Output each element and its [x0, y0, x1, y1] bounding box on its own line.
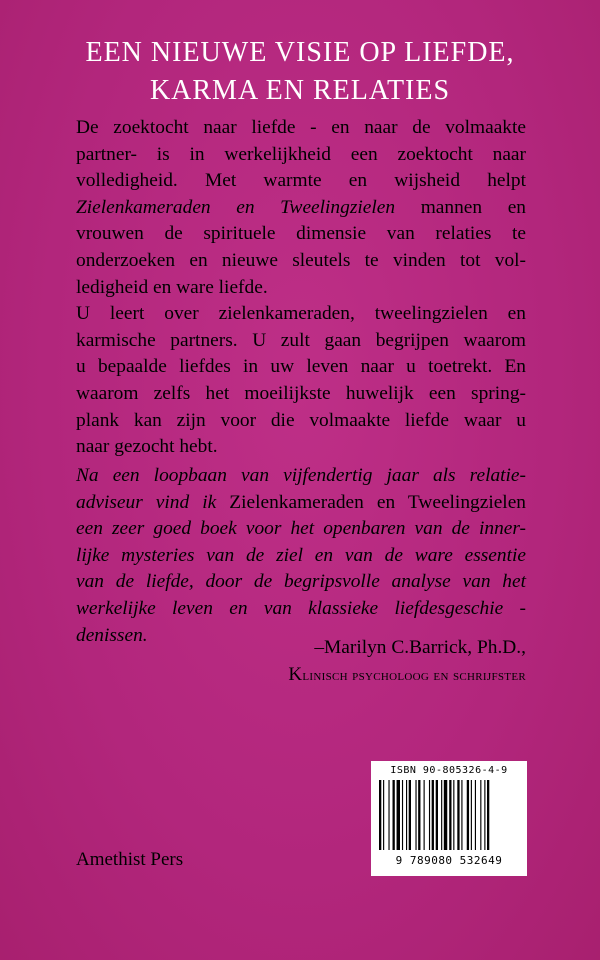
testimonial-quote [76, 463, 526, 649]
blurb-line-rest: mannen en [395, 196, 526, 218]
quote-line: lijke mysteries van de ziel en van de ware essentie [76, 544, 526, 566]
blurb [76, 115, 526, 461]
barcode-bar [418, 780, 420, 850]
barcode-bar [436, 780, 438, 850]
quote-line: denissen. [76, 624, 148, 646]
barcode-bar [449, 780, 451, 850]
blurb-line: plank kan zijn voor die volmaakte liefde waar u [76, 409, 526, 431]
barcode-bars [379, 780, 519, 850]
blurb-line: naar gezocht hebt. [76, 436, 218, 458]
barcode-bar [480, 780, 481, 850]
blurb-line: partner- is in werkelijkheid een zoektocht naar [76, 143, 526, 165]
quote-line: werkelijke leven en van klassieke liefdesgeschie - [76, 597, 526, 619]
barcode-bar [388, 780, 389, 850]
barcode-bar [487, 780, 489, 850]
blurb-line [76, 195, 526, 222]
barcode-bar [397, 780, 400, 850]
blurb-line: ledigheid en ware liefde. [76, 276, 268, 298]
barcode-bar [484, 780, 485, 850]
barcode-bar [383, 780, 384, 850]
barcode-bar [379, 780, 381, 850]
quote-line: Na een loopbaan van vijfendertig jaar als relatie- [76, 465, 526, 486]
barcode-bar [406, 780, 407, 850]
barcode-bar [453, 780, 454, 850]
isbn-barcode [371, 761, 527, 876]
barcode-digits: 9 789080 532649 [395, 854, 503, 867]
blurb-line: karmische partners. U zult gaan begrijpen waarom [76, 329, 526, 351]
quote-line [76, 490, 526, 517]
blurb-line: De zoektocht naar liefde - en naar de volmaakte [76, 117, 526, 138]
barcode-bar [457, 780, 459, 850]
blurb-line: u bepaalde liefdes in uw leven naar u toetrekt. En [76, 356, 526, 378]
title-line-1: EEN NIEUWE VISIE OP LIEFDE, [85, 37, 515, 68]
blurb-line: waarom zelfs het moeilijkste huwelijk een spring- [76, 382, 526, 404]
barcode-bar [471, 780, 472, 850]
title-line-2: KARMA EN RELATIES [149, 75, 451, 106]
blurb-line: vrouwen de spirituele dimensie van relaties te [76, 223, 526, 245]
back-cover-title [0, 34, 600, 110]
barcode-bar [467, 780, 469, 850]
barcode-bar [475, 780, 476, 850]
barcode-bar [393, 780, 395, 850]
book-title-roman: Zielenkameraden en Tweelingzielen [229, 491, 526, 513]
blurb-line: volledigheid. Met warmte en wijsheid helpt [76, 170, 526, 192]
barcode-bar [461, 780, 462, 850]
role-rest: linisch psycholoog en schrijfster [302, 667, 526, 684]
quote-line-start: adviseur vind ik [76, 491, 230, 513]
barcode-bar [415, 780, 416, 850]
barcode-bar [432, 780, 434, 850]
role-initial: K [288, 664, 303, 685]
quote-author-role [288, 664, 526, 686]
quote-line: een zeer goed boek voor het openbaren van de inner- [76, 518, 526, 540]
barcode-bar [424, 780, 425, 850]
barcode-bar [409, 780, 411, 850]
quote-author: –Marilyn C.Barrick, Ph.D., [314, 637, 526, 658]
book-title-italic: Zielenkameraden en Tweelingzielen [76, 196, 396, 218]
barcode-bar [441, 780, 442, 850]
barcode-bar [444, 780, 447, 850]
quote-line: van de liefde, door de begripsvolle analyse van het [76, 571, 526, 593]
blurb-line: U leert over zielenkameraden, tweelingzielen en [76, 303, 526, 325]
publisher-name: Amethist Pers [76, 849, 184, 870]
blurb-line: onderzoeken en nieuwe sleutels te vinden tot vol- [76, 249, 526, 271]
barcode-bar [429, 780, 430, 850]
barcode-bar [402, 780, 403, 850]
isbn-label: ISBN 90-805326-4-9 [390, 765, 508, 776]
